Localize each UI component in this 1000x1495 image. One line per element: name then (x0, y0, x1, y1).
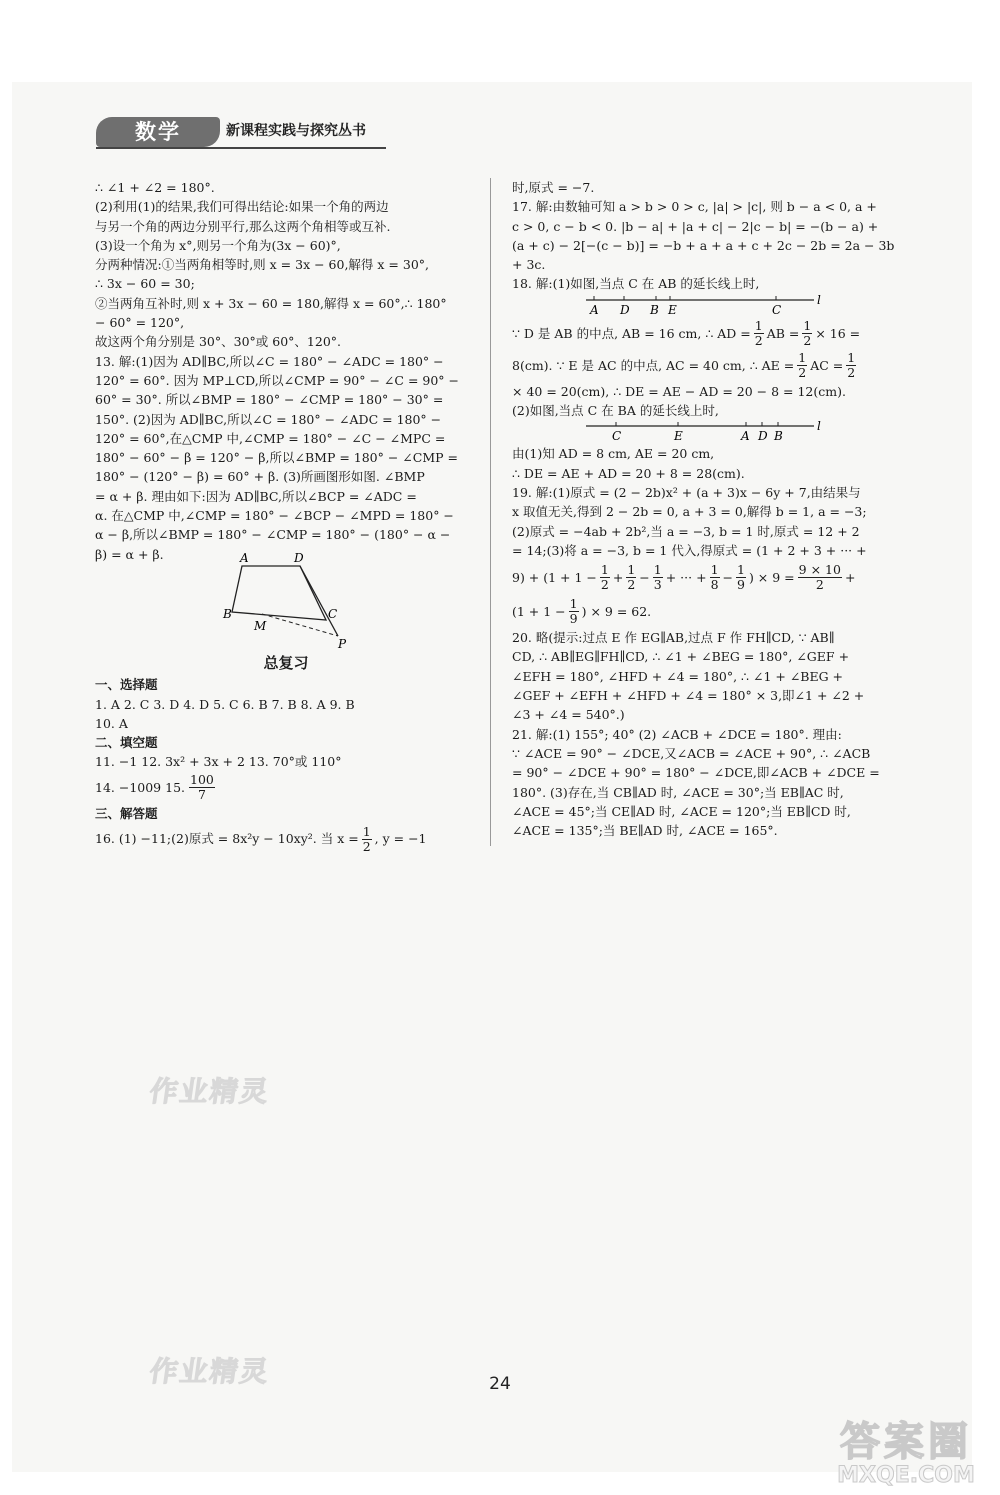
text-span: AC = (810, 358, 844, 374)
fraction (600, 563, 610, 592)
text-line: 与另一个角的两边分别平行,那么这两个角相等或互补. (95, 218, 391, 234)
text-line: (2)利用(1)的结果,我们可得出结论:如果一个角的两边 (95, 199, 389, 215)
text-span: × 16 = (815, 326, 861, 342)
fraction-num: 1 (627, 561, 636, 577)
text-line: ②当两角互补时,则 x + 3x − 60 = 180,解得 x = 60°,∴ 180° (95, 295, 447, 311)
text-line (95, 823, 477, 855)
fraction-den: 9 (569, 610, 578, 626)
text-line: 故这两个角分别是 30°、30°或 60°、120°. (95, 334, 341, 350)
text-line: 180° − 60° − β = 120° − β,所以∠BMP = 180° − ∠CMP = (95, 450, 458, 466)
text-line: 180°. (3)存在,当 CB∥AD 时, ∠ACE = 30°;当 EB∥AC 时, (512, 784, 844, 800)
series-title: 新课程实践与探究丛书 (226, 123, 366, 139)
column-divider (490, 178, 491, 846)
fraction-den: 2 (803, 333, 812, 349)
number-line-1 (512, 294, 894, 318)
section-heading: 三、解答题 (95, 805, 158, 821)
text-line: 1. A 2. C 3. D 4. D 5. C 6. B 7. B 8. A 9. B (95, 696, 355, 712)
text-line: CD, ∴ AB∥EG∥FH∥CD, ∴ ∠1 + ∠BEG = 180°, ∠GEF + (512, 649, 850, 665)
fraction-den: 9 (737, 576, 745, 592)
fraction-den: 2 (754, 333, 763, 349)
point-label: A (741, 429, 750, 444)
text-line: ∴ DE = AE + AD = 20 + 8 = 28(cm). (512, 465, 745, 481)
text-line: β) = α + β. (95, 546, 164, 562)
line-label: l (817, 420, 821, 434)
text-line: − 60° = 120°, (95, 315, 185, 331)
text-line: 10. A (95, 715, 128, 731)
text-line: = 14;(3)将 a = −3, b = 1 代入,得原式 = (1 + 2 + 3 + ··· + (512, 542, 867, 558)
text-line: 19. 解:(1)原式 = (2 − 2b)x² + (a + 3)x − 6y + 7,由结果与 (512, 484, 861, 500)
text-span: 8(cm). ∵ E 是 AC 的中点, AC = 40 cm, ∴ AE = (512, 358, 795, 374)
text-span: 14. −1009 15. (95, 780, 185, 796)
point-label: C (612, 429, 622, 444)
point-label: B (774, 429, 783, 444)
fraction-num: 1 (847, 350, 856, 366)
fraction-num: 1 (569, 595, 578, 611)
text-span: + ··· + (665, 569, 707, 585)
text-span: ∵ D 是 AB 的中点, AB = 16 cm, ∴ AD = (512, 326, 751, 342)
text-span: − (639, 569, 650, 585)
fraction-den: 2 (798, 365, 807, 381)
point-label: B (650, 302, 659, 317)
label-M: M (254, 619, 267, 633)
fraction (802, 319, 812, 348)
point-label: D (758, 429, 768, 444)
fraction-num: 9 × 10 (798, 561, 841, 577)
text-line: ∴ ∠1 + ∠2 = 180°. (95, 180, 215, 195)
site-logo (822, 1410, 990, 1490)
text-line: ∵ ∠ACE = 90° − ∠DCE,又∠ACB = ∠ACE + 90°, ∴ ∠ACB (512, 745, 871, 761)
fraction-den: 7 (197, 787, 206, 803)
fraction-num: 1 (798, 350, 807, 366)
text-line (512, 560, 894, 594)
fraction (798, 563, 842, 592)
text-span: − (722, 569, 733, 585)
fraction-num: 1 (803, 318, 812, 334)
text-line: 11. −1 12. 3x² + 3x + 2 13. 70°或 110° (95, 754, 342, 770)
text-line: (2)原式 = −4ab + 2b²,当 a = −3, b = 1 时,原式 = 12 + 2 (512, 523, 860, 539)
text-line: ∠ACE = 135°;当 BE∥AD 时, ∠ACE = 165°. (512, 823, 778, 839)
subject-badge: 数学 (96, 117, 220, 147)
text-line: 20. 略(提示:过点 E 作 EG∥AB,过点 F 作 FH∥CD, ∵ AB∥ (512, 630, 835, 646)
text-span: AB = (766, 326, 800, 342)
text-line: 由(1)知 AD = 8 cm, AE = 20 cm, (512, 446, 715, 462)
watermark-text: 作业精灵 (147, 1075, 273, 1108)
text-line: 120° = 60°,在△CMP 中,∠CMP = 180° − ∠C − ∠MPC = (95, 430, 446, 446)
text-line: α. 在△CMP 中,∠CMP = 180° − ∠BCP − ∠MPD = 180° − (95, 508, 454, 524)
fraction (754, 319, 764, 348)
label-A: A (240, 552, 249, 565)
text-span: ) × 9 = 62. (581, 603, 652, 619)
point-label: E (668, 302, 677, 317)
text-line (512, 594, 894, 628)
text-line: 120° = 60°. 因为 MP⊥CD,所以∠CMP = 90° − ∠C = 90° − (95, 372, 459, 388)
text-line: 18. 解:(1)如图,当点 C 在 AB 的延长线上时, (512, 276, 760, 292)
text-line: = α + β. 理由如下:因为 AD∥BC,所以∠BCP = ∠ADC = (95, 488, 417, 504)
number-line-2 (512, 420, 894, 444)
text-span: 16. (1) −11;(2)原式 = 8x²y − 10xy². 当 x = (95, 831, 359, 847)
fraction (797, 351, 807, 380)
fraction-den: 2 (362, 838, 371, 854)
fraction-num: 1 (362, 823, 371, 839)
text-line: ∠ACE = 45°;当 CE∥AD 时, ∠ACE = 120°;当 EB∥CD 时, (512, 803, 851, 819)
fraction (626, 563, 636, 592)
text-span: + (844, 569, 856, 585)
text-line: 时,原式 = −7. (512, 180, 595, 195)
text-span: (1 + 1 − (512, 603, 566, 619)
page-number: 24 (489, 1374, 511, 1394)
review-title: 总复习 (263, 654, 309, 672)
text-line: 13. 解:(1)因为 AD∥BC,所以∠C = 180° − ∠ADC = 180° − (95, 353, 444, 369)
text-line: (3)设一个角为 x°,则另一个角为(3x − 60)°, (95, 237, 341, 253)
fraction-num: 1 (710, 561, 719, 577)
text-line: × 40 = 20(cm), ∴ DE = AE − AD = 20 − 8 = 12(cm). (512, 383, 846, 399)
text-line: 180° − (120° − β) = 60° + β. (3)所画图形如图. ∠BMP (95, 469, 425, 485)
text-line: ∠GEF + ∠EFH + ∠HFD + ∠4 = 180° × 3,即∠1 + ∠2 + (512, 688, 865, 704)
fraction-den: 8 (710, 576, 719, 592)
fraction-num: 1 (754, 318, 763, 334)
label-C: C (328, 607, 338, 621)
text-line: ∠3 + ∠4 = 540°.) (512, 707, 625, 723)
line-label: l (817, 293, 821, 307)
text-line: ∴ 3x − 60 = 30; (95, 276, 195, 292)
fraction (653, 563, 663, 592)
fraction (189, 773, 215, 802)
fraction-den: 2 (847, 365, 856, 381)
text-line: (a + c) − 2[−(c − b)] = −b + a + a + c + 2c − 2b = 2a − 3b (512, 237, 895, 253)
fraction-num: 100 (190, 772, 214, 788)
watermark-text: 作业精灵 (147, 1355, 273, 1388)
point-label: E (674, 429, 683, 444)
fraction (569, 597, 579, 626)
text-span: , y = −1 (374, 831, 427, 847)
text-line (512, 318, 894, 350)
header-rule (96, 147, 386, 149)
fraction (736, 563, 746, 592)
text-line: 21. 解:(1) 155°; 40° (2) ∠ACB + ∠DCE = 180°. 理由: (512, 726, 842, 742)
text-line: ∠EFH = 180°, ∠HFD + ∠4 = 180°, ∴ ∠1 + ∠BEG + (512, 668, 844, 684)
text-line: + 3c. (512, 257, 546, 273)
text-line (512, 350, 894, 382)
text-line: α − β,所以∠BMP = 180° − ∠CMP = 180° − (180° − α − (95, 527, 451, 543)
trapezoid-figure (222, 552, 362, 652)
left-column (95, 178, 477, 564)
text-line (95, 772, 477, 804)
fraction-den: 3 (653, 576, 662, 592)
label-D: D (294, 552, 304, 565)
logo-url: MXQE.COM (837, 1463, 975, 1488)
fraction-den: 2 (600, 576, 609, 592)
logo-text: 答案圈 (840, 1419, 972, 1465)
point-label: C (772, 302, 782, 317)
fraction-num: 1 (737, 561, 745, 577)
fraction-num: 1 (600, 561, 609, 577)
text-line: c > 0, c − b < 0. |b − a| + |a + c| − 2|c − b| = −(b − a) + (512, 218, 879, 234)
text-line: 60° = 30°. 所以∠BMP = 180° − ∠CMP = 180° − 30° = (95, 392, 444, 408)
text-line: x 取值无关,得到 2 − 2b = 0, a + 3 = 0,解得 b = 1, a = −3; (512, 504, 867, 520)
point-label: A (590, 302, 599, 317)
section-heading: 一、选择题 (95, 677, 158, 693)
text-line: = 90° − ∠DCE + 90° = 180° − ∠DCE,即∠ACB + ∠DCE = (512, 765, 880, 781)
text-line: 150°. (2)因为 AD∥BC,所以∠C = 180° − ∠ADC = 180° − (95, 411, 442, 427)
text-span: ) × 9 = (748, 569, 795, 585)
fraction (846, 351, 856, 380)
text-line: 分两种情况:①当两角相等时,则 x = 3x − 60,解得 x = 30°, (95, 257, 430, 273)
fraction-den: 2 (815, 576, 824, 592)
label-B: B (223, 607, 232, 621)
text-span: + (612, 569, 624, 585)
text-line: (2)如图,当点 C 在 BA 的延长线上时, (512, 403, 719, 419)
text-span: 9) + (1 + 1 − (512, 569, 597, 585)
fraction (362, 825, 372, 854)
point-label: D (620, 302, 630, 317)
fraction (710, 563, 720, 592)
review-section (95, 650, 477, 855)
text-line: 17. 解:由数轴可知 a > b > 0 > c, |a| > |c|, 则 b − a < 0, a + (512, 199, 877, 215)
fraction-den: 2 (627, 576, 636, 592)
label-P: P (338, 637, 347, 651)
right-column (512, 178, 894, 840)
section-heading: 二、填空题 (95, 735, 158, 751)
fraction-num: 1 (653, 561, 662, 577)
